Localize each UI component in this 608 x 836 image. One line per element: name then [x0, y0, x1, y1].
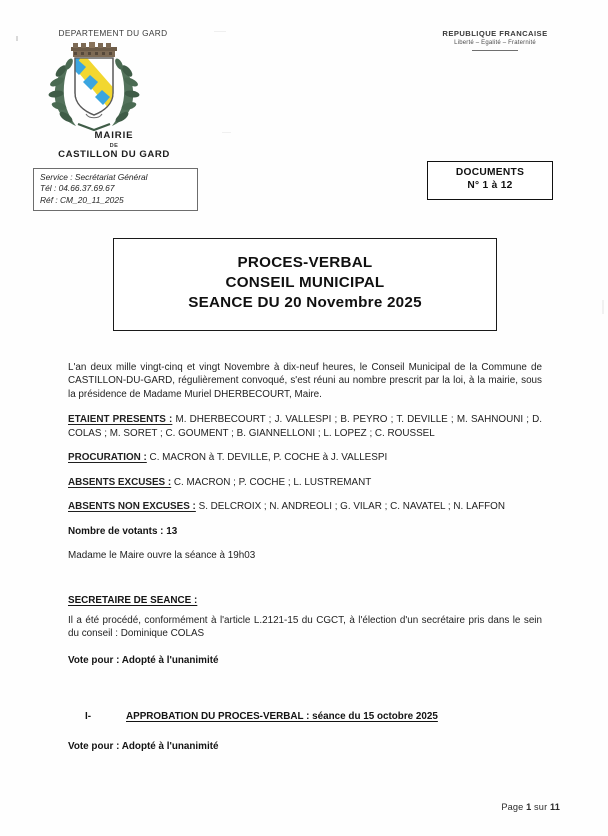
agenda-item-title: APPROBATION DU PROCES-VERBAL : séance du 15 octobre 2025 [126, 711, 438, 723]
header-right [400, 29, 590, 51]
coat-of-arms [42, 38, 146, 136]
vote-agenda: Vote pour : Adopté à l'unanimité [68, 741, 219, 753]
presents-value: M. DHERBECOURT ; J. VALLESPI ; B. PEYRO ; T. DEVILLE ; M. SAHNOUNI ; D. COLAS ; M. SORET ; C. GOUMENT ; B. GIANNELLONI ; L. LOPEZ ; C. ROUSSEL [68, 414, 542, 439]
agenda-spacer-2 [68, 699, 542, 711]
footer-middle: sur [531, 802, 550, 812]
procuration-value: C. MACRON à T. DEVILLE, P. COCHE à J. VALLESPI [146, 452, 388, 464]
section-spacer [68, 574, 542, 595]
laurel-branch-right [112, 57, 140, 126]
header-left [18, 28, 208, 38]
page-footer [0, 802, 560, 812]
mairie-de-label: DE [109, 142, 119, 149]
documents-label: DOCUMENTS [455, 167, 525, 178]
commune-label: CASTILLON DU GARD [58, 148, 170, 160]
scan-artifact [602, 300, 604, 314]
secretaire-heading: SECRETAIRE DE SEANCE : [68, 594, 198, 606]
mairie-block [18, 131, 210, 161]
agenda-spacer [68, 678, 542, 699]
procuration-label: PROCURATION : [68, 452, 147, 464]
footer-page-number: 1 [526, 802, 532, 812]
telephone-line: Tél : 04.66.37.69.67 [40, 183, 115, 194]
agenda-item-1 [68, 711, 542, 722]
mairie-label: MAIRIE [94, 130, 134, 141]
absents-non-excuses-block [68, 500, 542, 513]
laurel-branch-left [48, 57, 76, 126]
absents-excuses-label: ABSENTS EXCUSES : [68, 476, 172, 488]
document-title-box [113, 238, 497, 331]
footer-total-pages: 11 [549, 802, 560, 812]
procuration-block [68, 451, 542, 464]
agenda-item-number: I- [85, 711, 92, 723]
scan-artifact [222, 132, 231, 133]
scan-artifact [214, 31, 226, 32]
presents-label: ETAIENT PRESENTS : [68, 414, 173, 426]
secretaire-text: Il a été procédé, conformément à l'article L.2121-15 du CGCT, à l'élection d'un secrétaire pris dans le sein du conseil : Dominique COLAS [68, 614, 542, 640]
service-line: Service : Secrétariat Général [40, 172, 148, 182]
title-line-conseil-municipal: CONSEIL MUNICIPAL [225, 274, 385, 292]
reference-line: Réf : CM_20_11_2025 [40, 194, 124, 205]
presents-block [68, 413, 542, 440]
service-info-box [33, 168, 198, 211]
department-label: DEPARTEMENT DU GARD [58, 28, 168, 38]
nombre-votants: Nombre de votants : 13 [68, 525, 178, 537]
absents-non-excuses-label: ABSENTS NON EXCUSES : [68, 501, 196, 513]
title-line-seance-date: SEANCE DU 20 Novembre 2025 [188, 294, 422, 312]
absents-excuses-value: C. MACRON ; P. COCHE ; L. LUSTREMANT [171, 476, 372, 488]
title-line-proces-verbal: PROCES-VERBAL [237, 254, 373, 271]
absents-non-excuses-value: S. DELCROIX ; N. ANDREOLI ; G. VILAR ; C. NAVATEL ; N. LAFFON [195, 501, 505, 513]
intro-paragraph: L'an deux mille vingt-cinq et vingt Novembre à dix-neuf heures, le Conseil Municipal de la Commune de CASTILLON-DU-GARD, régulièrement convoqué, s'est réuni au nombre prescrit par la loi, à la mairie, sous la présidence de Madame Muriel DHERBECOURT, Maire. [68, 362, 542, 400]
republic-label: REPUBLIQUE FRANCAISE [442, 29, 548, 38]
vote-secretaire: Vote pour : Adopté à l'unanimité [68, 654, 219, 666]
document-body [68, 361, 542, 765]
documents-range: N° 1 à 12 [467, 179, 513, 191]
ouverture-seance: Madame le Maire ouvre la séance à 19h03 [68, 550, 256, 562]
motto-divider [472, 50, 518, 51]
documents-count-box [427, 161, 553, 200]
absents-excuses-block [68, 476, 542, 489]
crown-icon [71, 42, 117, 57]
motto-label: Liberté – Egalité – Fraternité [454, 40, 536, 46]
footer-prefix: Page [501, 802, 527, 812]
